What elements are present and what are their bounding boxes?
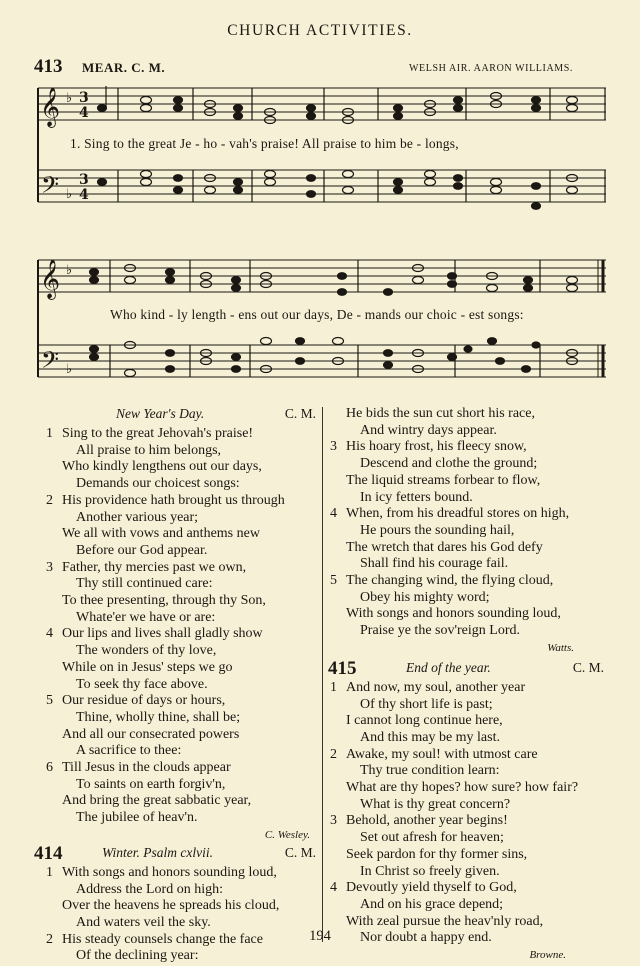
verse-line: When, from his dreadful stores on high, — [346, 506, 570, 522]
svg-text:♭: ♭ — [66, 263, 73, 278]
hymn-414-author: Watts. — [547, 641, 574, 654]
verse-line: His steady counsels change the face — [62, 931, 263, 947]
stanza-number: 4 — [46, 626, 53, 642]
stanza — [330, 439, 610, 506]
staff-treble-1 — [38, 88, 606, 120]
verse-line: Over the heavens he spreads his cloud, — [62, 898, 280, 914]
hymn-414-meter: C. M. — [284, 844, 316, 860]
stanza — [46, 626, 316, 693]
svg-text:3: 3 — [79, 172, 89, 188]
stanza-number: 2 — [46, 931, 53, 947]
verse-line: Devoutly yield thyself to God, — [346, 880, 517, 896]
svg-text:4: 4 — [79, 187, 89, 203]
hymn-415-number: 415 — [328, 657, 357, 679]
hymn-413-title: New Year's Day. — [116, 406, 205, 421]
verse-line: Demands our choicest songs: — [76, 476, 240, 492]
verse-line: And all our consecrated powers — [62, 726, 240, 742]
stanza-number: 5 — [330, 573, 337, 589]
verse-line: And bring the great sabbatic year, — [62, 793, 252, 809]
hymn-415-meter: C. M. — [572, 659, 604, 675]
verse-line: I cannot long continue here, — [346, 713, 503, 729]
tune-name: MEAR. C. M. — [82, 60, 166, 75]
stanza-number: 4 — [330, 880, 337, 896]
verse-line: The changing wind, the flying cloud, — [346, 573, 554, 589]
svg-text:𝄞: 𝄞 — [40, 259, 61, 299]
stanza-number: 3 — [46, 559, 53, 575]
stanza-number: 4 — [330, 506, 337, 522]
svg-text:𝄞: 𝄞 — [40, 87, 61, 127]
verse-line: Of the declining year: — [76, 948, 199, 964]
verse-line: Nor doubt a happy end. — [360, 930, 492, 946]
left-column — [34, 406, 316, 965]
verse-line: Till Jesus in the clouds appear — [62, 760, 231, 776]
page-number: 194 — [309, 928, 331, 944]
stanza-number: 6 — [46, 760, 53, 776]
verse-line: And now, my soul, another year — [346, 679, 526, 695]
stanza-number: 1 — [46, 426, 53, 441]
verse-line: Whate'er we have or are: — [76, 609, 216, 625]
hymn-413-stanzas — [46, 426, 316, 827]
verse-line: Seek pardon for thy former sins, — [346, 846, 528, 862]
music-score — [0, 0, 640, 400]
verse-line: Our residue of days or hours, — [62, 693, 226, 709]
music-lyrics-line-1: 1. Sing to the great Je - ho - vah's praise! All praise to him be - longs, — [70, 136, 459, 151]
stanza — [330, 813, 610, 880]
stanza — [46, 560, 316, 627]
stanza-number: 2 — [46, 492, 53, 508]
stanza-number: 3 — [330, 439, 337, 455]
stanza — [46, 760, 316, 827]
verse-line: Father, thy mercies past we own, — [62, 559, 247, 575]
svg-text:♭: ♭ — [66, 187, 73, 202]
verse-line: Our lips and lives shall gladly show — [62, 626, 263, 642]
verse-line: To thee presenting, through thy Son, — [62, 593, 266, 609]
verse-line: To saints on earth forgiv'n, — [76, 776, 226, 792]
svg-text:4: 4 — [79, 105, 89, 121]
verse-line: Thy still continued care: — [76, 576, 213, 592]
verse-line: In icy fetters bound. — [360, 489, 473, 505]
hymn-414-number: 414 — [34, 842, 63, 864]
running-head: CHURCH ACTIVITIES. — [227, 22, 413, 39]
stanza-number: 1 — [330, 679, 337, 695]
verse-line: Behold, another year begins! — [346, 813, 508, 829]
music-lyrics-line-2: Who kind - ly length - ens out our days, De - mands our choic - est songs: — [110, 307, 524, 322]
hymn-415-heading — [328, 657, 610, 680]
hymn-415-author: Browne. — [529, 949, 566, 962]
svg-text:♭: ♭ — [66, 362, 73, 377]
verse-line: Set out afresh for heaven; — [360, 830, 504, 846]
verse-line: His hoary frost, his fleecy snow, — [346, 439, 527, 455]
verse-line: With zeal pursue the heav'nly road, — [346, 913, 544, 929]
stanza — [330, 506, 610, 573]
verse-line: To seek thy face above. — [76, 676, 208, 692]
verse-line: Of thy short life is past; — [360, 696, 493, 712]
svg-text:𝄢: 𝄢 — [41, 346, 60, 379]
verse-line: The wonders of thy love, — [76, 643, 217, 659]
verse-line: Another various year; — [76, 509, 199, 525]
hymn-415-title: End of the year. — [406, 659, 491, 675]
stanza — [330, 680, 610, 747]
verse-line: Obey his mighty word; — [360, 589, 490, 605]
composer-credit: WELSH AIR. AARON WILLIAMS. — [409, 63, 574, 74]
staff-bass-2 — [38, 345, 606, 377]
verse-line: While on in Jesus' steps we go — [62, 659, 233, 675]
staff-treble-2 — [38, 260, 606, 292]
svg-text:3: 3 — [79, 90, 89, 106]
verse-line: And this may be my last. — [360, 729, 500, 745]
stanza — [46, 865, 316, 932]
right-column — [330, 406, 610, 963]
stanza — [330, 573, 610, 640]
stanza-number: 3 — [330, 813, 337, 829]
verse-line: The wretch that dares his God defy — [346, 539, 543, 555]
hymn-414-title: Winter. Psalm cxlvii. — [102, 844, 213, 860]
verse-line: Sing to the great Jehovah's praise! — [62, 426, 254, 441]
verse-line: Who kindly lengthens out our days, — [62, 459, 262, 475]
verse-line: What is thy great concern? — [360, 796, 511, 812]
verse-line: He bids the sun cut short his race, — [346, 406, 535, 421]
verse-line: And waters veil the sky. — [76, 914, 211, 930]
hymn-414-stanzas-right — [330, 406, 610, 640]
svg-text:♭: ♭ — [66, 91, 73, 106]
verse-line: Before our God appear. — [76, 542, 208, 558]
verse-line: Thy true condition learn: — [360, 763, 500, 779]
verse-line: What are thy hopes? how sure? how fair? — [346, 780, 579, 796]
verse-line: Shall find his courage fail. — [360, 556, 509, 572]
verse-line: In Christ so freely given. — [360, 863, 500, 879]
hymn-414-stanzas-left — [46, 865, 316, 965]
verse-line: The jubilee of heav'n. — [76, 810, 198, 826]
verse-line: The liquid streams forbear to flow, — [346, 472, 541, 488]
verse-line: Praise ye the sov'reign Lord. — [360, 623, 520, 639]
verse-line: And on his grace depend; — [360, 896, 504, 912]
verse-line: He pours the sounding hail, — [360, 522, 515, 538]
stanza — [330, 747, 610, 814]
staff-bass-1 — [38, 170, 606, 202]
hymn-415-stanzas — [330, 680, 610, 947]
verse-line: Address the Lord on high: — [76, 881, 223, 897]
verse-line: A sacrifice to thee: — [76, 743, 182, 759]
stanza-number: 1 — [46, 864, 53, 880]
hymn-414-heading — [34, 842, 316, 865]
hymn-413-author: C. Wesley. — [264, 828, 310, 841]
hymn-number-413-music: 413 — [34, 56, 63, 77]
column-divider — [322, 407, 323, 942]
svg-text:𝄢: 𝄢 — [41, 171, 60, 204]
stanza — [46, 693, 316, 760]
stanza — [330, 406, 610, 439]
verse-line: With songs and honors sounding loud, — [346, 606, 561, 622]
stanza-number: 2 — [330, 746, 337, 762]
verse-line: And wintry days appear. — [360, 422, 497, 438]
verse-line: We all with vows and anthems new — [62, 526, 260, 542]
hymn-413-meter: C. M. — [284, 406, 316, 421]
stanza-number: 5 — [46, 693, 53, 709]
verse-line: All praise to him belongs, — [76, 442, 222, 458]
stanza — [46, 426, 316, 493]
verse-line: Thine, wholly thine, shall be; — [76, 709, 241, 725]
verse-line: His providence hath brought us through — [62, 492, 285, 508]
verse-line: With songs and honors sounding loud, — [62, 864, 277, 880]
stanza — [46, 493, 316, 560]
hymn-413-heading — [46, 406, 316, 426]
verse-line: Descend and clothe the ground; — [360, 456, 538, 472]
verse-line: Awake, my soul! with utmost care — [346, 746, 538, 762]
